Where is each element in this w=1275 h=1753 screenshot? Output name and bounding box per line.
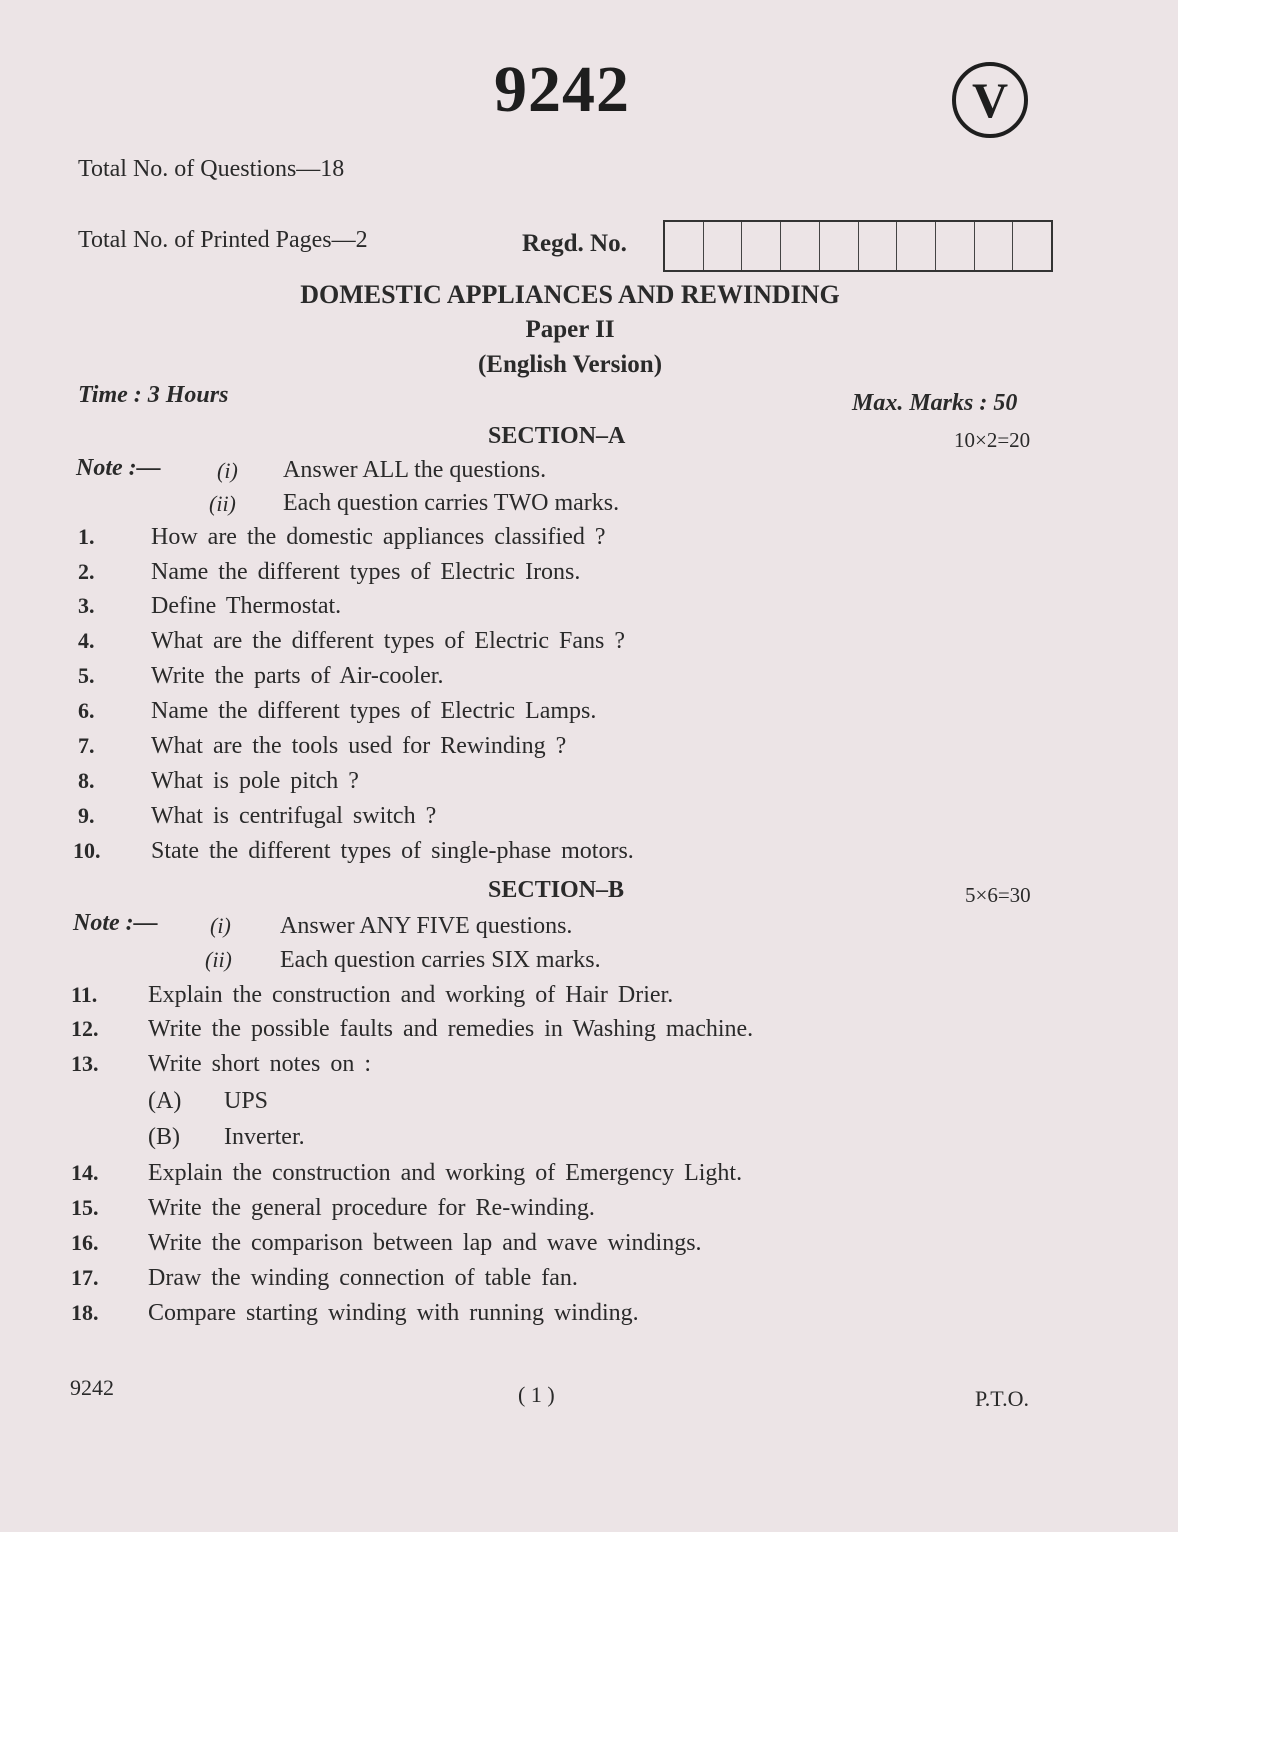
paper-number: Paper II [525, 316, 615, 343]
sub-item-label: (A) [148, 1088, 182, 1114]
exam-time: Time : 3 Hours [78, 382, 229, 408]
question-number: 17. [71, 1265, 99, 1290]
section-b-note-num: (i) [210, 913, 231, 938]
footer-paper-code: 9242 [70, 1375, 114, 1400]
question-number: 16. [71, 1230, 99, 1255]
question-number: 7. [78, 733, 95, 758]
regd-digit-box[interactable] [936, 222, 975, 270]
regd-number-boxes[interactable] [663, 220, 1053, 272]
subject-title: DOMESTIC APPLIANCES AND REWINDING [300, 280, 840, 309]
section-a-note-num: (i) [217, 458, 238, 483]
question-number: 1. [78, 524, 95, 549]
pto-label: P.T.O. [975, 1386, 1029, 1411]
section-b-note-text: Answer ANY FIVE questions. [280, 913, 573, 939]
question-number: 2. [78, 559, 95, 584]
language-version: (English Version) [477, 351, 663, 378]
question-number: 14. [71, 1160, 99, 1185]
paper-code: 9242 [494, 53, 630, 126]
section-b-note-text: Each question carries SIX marks. [280, 947, 601, 973]
question-text: What are the different types of Electric Fans ? [151, 628, 626, 654]
question-text: Write the parts of Air-cooler. [151, 663, 444, 689]
regd-digit-box[interactable] [820, 222, 859, 270]
question-text: Write the possible faults and remedies in Washing machine. [148, 1016, 754, 1042]
question-text: What is pole pitch ? [151, 768, 359, 794]
question-number: 12. [71, 1016, 99, 1041]
question-text: State the different types of single-phase motors. [151, 838, 634, 864]
question-text: Explain the construction and working of Emergency Light. [148, 1160, 743, 1186]
regd-digit-box[interactable] [704, 222, 743, 270]
question-text: How are the domestic appliances classified ? [151, 524, 606, 550]
sub-item-label: (B) [148, 1124, 180, 1150]
section-a-marks: 10×2=20 [954, 428, 1031, 452]
section-a-note-num: (ii) [209, 491, 236, 516]
regd-digit-box[interactable] [975, 222, 1014, 270]
regd-digit-box[interactable] [897, 222, 936, 270]
question-number: 9. [78, 803, 95, 828]
version-letter: V [971, 72, 1009, 128]
question-text: Write the general procedure for Re-winding. [148, 1195, 595, 1221]
question-number: 18. [71, 1300, 99, 1325]
question-text: Name the different types of Electric Lamps. [151, 698, 597, 724]
question-number: 13. [71, 1051, 99, 1076]
question-number: 15. [71, 1195, 99, 1220]
regd-label: Regd. No. [522, 230, 627, 257]
section-b-note-label: Note :— [73, 910, 158, 936]
regd-digit-box[interactable] [665, 222, 704, 270]
total-questions: Total No. of Questions—18 [78, 156, 345, 182]
total-pages: Total No. of Printed Pages—2 [78, 227, 368, 253]
section-a-note-label: Note :— [76, 455, 161, 481]
question-number: 3. [78, 593, 95, 618]
section-a-note-text: Answer ALL the questions. [283, 457, 547, 483]
question-text: Explain the construction and working of Hair Drier. [148, 982, 674, 1008]
question-text: Compare starting winding with running winding. [148, 1300, 639, 1326]
question-number: 6. [78, 698, 95, 723]
question-number: 11. [71, 982, 98, 1007]
sub-item-text: UPS [224, 1088, 269, 1114]
question-number: 4. [78, 628, 95, 653]
regd-digit-box[interactable] [781, 222, 820, 270]
question-text: What are the tools used for Rewinding ? [151, 733, 567, 759]
question-text: What is centrifugal switch ? [151, 803, 437, 829]
version-mark [952, 62, 1028, 138]
question-text: Write the comparison between lap and wave windings. [148, 1230, 702, 1256]
max-marks: Max. Marks : 50 [852, 390, 1018, 416]
section-a-title: SECTION–A [488, 423, 626, 449]
section-b-marks: 5×6=30 [965, 883, 1031, 907]
page-number: ( 1 ) [518, 1382, 555, 1407]
regd-digit-box[interactable] [859, 222, 898, 270]
question-text: Define Thermostat. [151, 593, 342, 619]
regd-digit-box[interactable] [742, 222, 781, 270]
question-text: Name the different types of Electric Irons. [151, 559, 581, 585]
question-number: 5. [78, 663, 95, 688]
question-number: 10. [73, 838, 101, 863]
regd-digit-box[interactable] [1013, 222, 1051, 270]
question-text: Draw the winding connection of table fan. [148, 1265, 578, 1291]
section-b-note-num: (ii) [205, 947, 232, 972]
section-b-title: SECTION–B [488, 877, 625, 903]
sub-item-text: Inverter. [224, 1124, 305, 1150]
section-a-note-text: Each question carries TWO marks. [283, 490, 620, 516]
question-number: 8. [78, 768, 95, 793]
question-text: Write short notes on : [148, 1051, 371, 1077]
